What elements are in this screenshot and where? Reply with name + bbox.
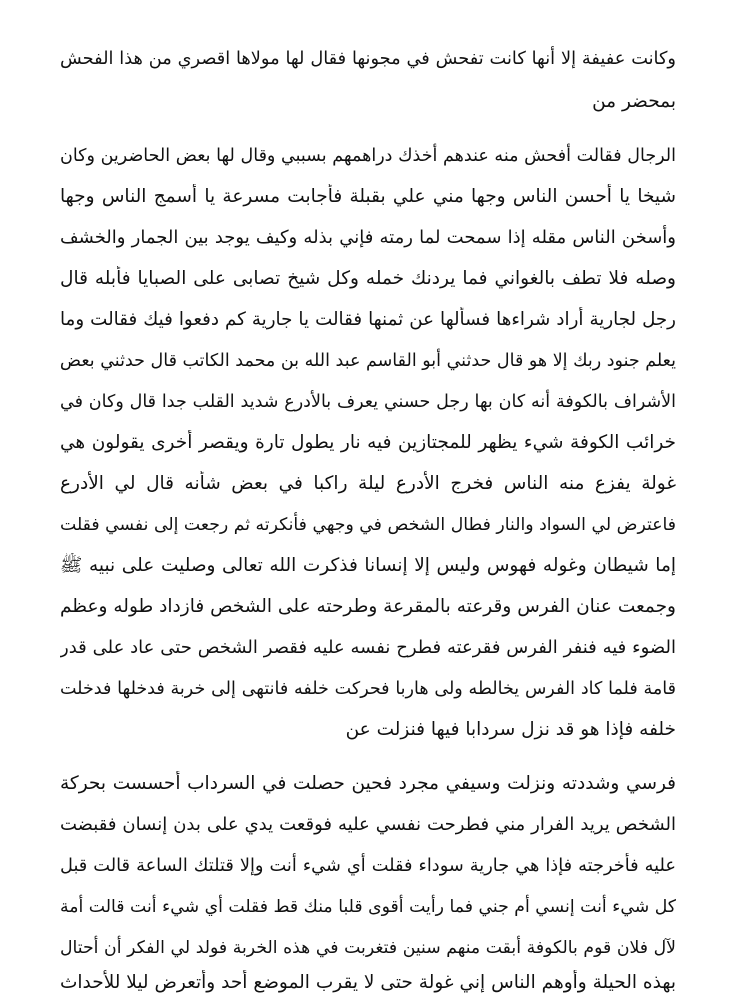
text-line: قامة فلما كاد الفرس يخالطه ولى هاربا فحركت خلفه فانتهى إلى خربة فدخلها فدخلت (60, 679, 676, 699)
text-line: عليه فأخرجته فإذا هي جارية سوداء فقلت أي شيء أنت وإلا قتلتك الساعة قالت قبل (60, 856, 676, 876)
text-line: إما شيطان وغوله فهوس وليس إلا إنسانا فذكرت الله تعالى وصليت على نبيه ﷺ (60, 555, 676, 576)
text-line: الرجال فقالت أفحش منه عندهم أخذك دراهمهم بسببي وقال لها بعض الحاضرين وكان (60, 146, 676, 166)
text-line: غولة يفزع منه الناس فخرج الأدرع ليلة راكبا في بعض شأنه قال لي الأدرع (60, 473, 676, 494)
text-line: يعلم جنود ربك إلا هو قال حدثني أبو القاسم عبد الله بن محمد الكاتب قال حدثني بعض (60, 351, 676, 371)
text-line: وصله فلا تطف بالغواني فما يردنك خمله وكل شيخ تصابى على الصبايا فأبله قال (60, 268, 676, 289)
text-line: خلفه فإذا هو قد نزل سردابا فيها فنزلت عن (345, 719, 676, 740)
text-line: وجمعت عنان الفرس وقرعته بالمقرعة وطرحته على الشخص فازداد طوله وعظم (60, 596, 676, 617)
text-line: الأشراف بالكوفة أنه كان بها رجل حسني يعرف بالأدرع شديد القلب جدا قال وكان في (60, 392, 676, 412)
text-line: فرسي وشددته ونزلت وسيفي مجرد فحين حصلت في السرداب أحسست بحركة (60, 773, 676, 794)
text-line: بمحضر من (592, 91, 676, 112)
text-line: خرائب الكوفة شيء يظهر للمجتازين فيه نار يطول تارة ويقصر أخرى يقولون هي (60, 432, 676, 453)
text-line: كل شيء أنت إنسي أم جني فما رأيت أقوى قلبا منك قط فقلت أي شيء أنت قالت أمة (60, 897, 676, 917)
text-line: لآل فلان قوم بالكوفة أبقت منهم سنين فتغربت في هذه الخربة فولد لي الفكر أن أحتال (60, 938, 676, 958)
text-line: وأسخن الناس مقله إذا سمحت لما رمته فإني بذله وكيف يوجد بين الجمار والخشف (60, 227, 676, 248)
text-line: رجل لجارية أراد شراءها فسألها عن ثمنها فقالت يا جارية كم دفعوا فيك فقالت وما (60, 309, 676, 330)
text-line: فاعترض لي السواد والنار فطال الشخص في وجهي فأنكرته ثم رجعت إلى نفسي فقلت (60, 515, 676, 535)
text-line: الضوء فيه فنفر الفرس فقرعته فطرح نفسه عليه فقصر الشخص حتى عاد على قدر (60, 637, 676, 658)
text-line: وكانت عفيفة إلا أنها كانت تفحش في مجونها فقال لها مولاها اقصري من هذا الفحش (60, 49, 676, 69)
text-line: بهذه الحيلة وأوهم الناس إني غولة حتى لا يقرب الموضع أحد وأتعرض ليلا للأحداث (60, 972, 676, 993)
text-line: شيخا يا أحسن الناس وجها مني علي بقبلة فأجابت مسرعة يا أسمج الناس وجها (60, 186, 676, 207)
text-line: الشخص يريد الفرار مني فطرحت نفسي عليه فوقعت يدي على بدن إنسان فقبضت (60, 814, 676, 835)
